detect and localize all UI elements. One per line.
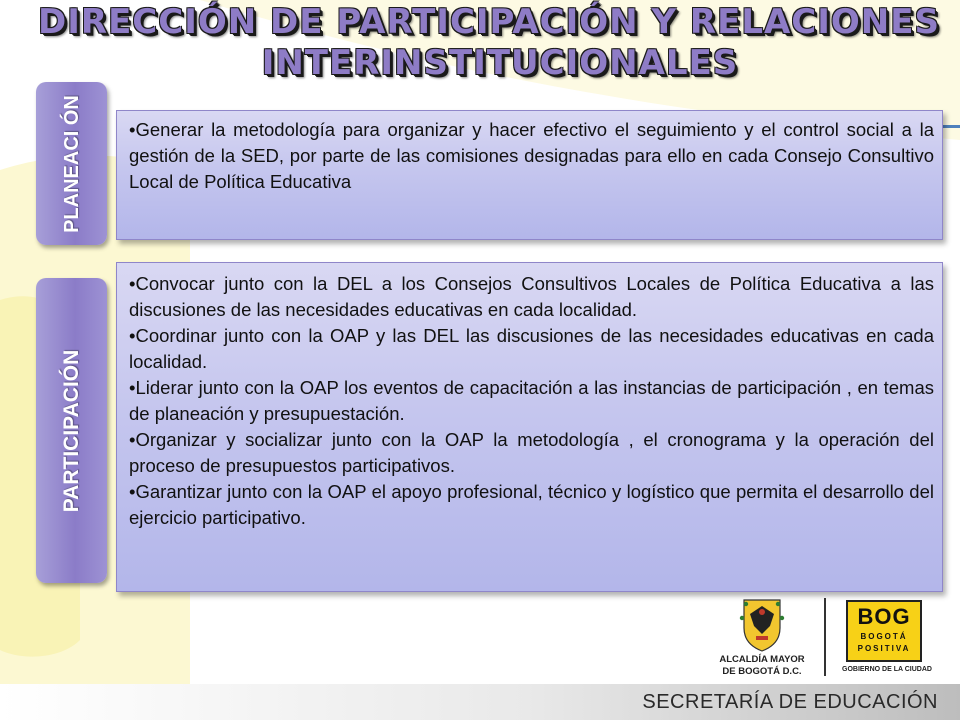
bog-mark: BOG xyxy=(857,604,911,629)
bog-sub-1: BOGOTÁ xyxy=(860,632,908,641)
title-line-2: INTERINSTITUCIONALES xyxy=(261,43,739,83)
bogota-coat-of-arms-icon xyxy=(712,596,812,652)
bog-sub-2: POSITIVA xyxy=(857,644,911,653)
tab-participacion-label: PARTICIPACIÓN xyxy=(59,349,83,512)
bog-positiva-logo xyxy=(842,600,932,680)
list-item: •Organizar y socializar junto con la OAP la metodología , el cronograma y la operación del proceso de presupuestos participativos. xyxy=(129,429,934,476)
footer-bar xyxy=(0,684,960,720)
list-item: •Garantizar junto con la OAP el apoyo profesional, técnico y logístico que permita el desarrollo del ejercicio participativo. xyxy=(129,481,934,528)
alcaldia-text-2: DE BOGOTÁ D.C. xyxy=(722,666,802,677)
tab-planeacion xyxy=(36,82,107,245)
list-item: •Liderar junto con la OAP los eventos de capacitación a las instancias de participación , en temas de planeación y presupuestación. xyxy=(129,377,934,424)
planeacion-content xyxy=(116,110,943,240)
bog-badge xyxy=(846,600,922,662)
list-item: •Generar la metodología para organizar y hacer efectivo el seguimiento y el control social a la gestión de la SED, por parte de las comisiones designadas para ello en cada Consejo Consultivo Local de Política Educativa xyxy=(129,119,934,192)
footer-text: SECRETARÍA DE EDUCACIÓN xyxy=(642,691,938,713)
list-item: •Coordinar junto con la OAP y las DEL las discusiones de las necesidades educativas en cada localidad. xyxy=(129,325,934,372)
alcaldia-text-1: ALCALDÍA MAYOR xyxy=(719,654,805,665)
tab-planeacion-label: PLANEACI ÓN xyxy=(60,94,83,233)
title-line-1: DIRECCIÓN DE PARTICIPACIÓN Y RELACIONES xyxy=(38,2,940,42)
list-item: •Convocar junto con la DEL a los Consejos Consultivos Locales de Política Educativa a las discusiones de las necesidades educativas en cada localidad. xyxy=(129,273,934,320)
alcaldia-logo xyxy=(712,596,812,680)
tab-participacion xyxy=(36,278,107,583)
logo-divider xyxy=(824,598,826,676)
page-title xyxy=(0,2,960,84)
participacion-content xyxy=(116,262,943,592)
gobierno-text: GOBIERNO DE LA CIUDAD xyxy=(842,666,932,673)
